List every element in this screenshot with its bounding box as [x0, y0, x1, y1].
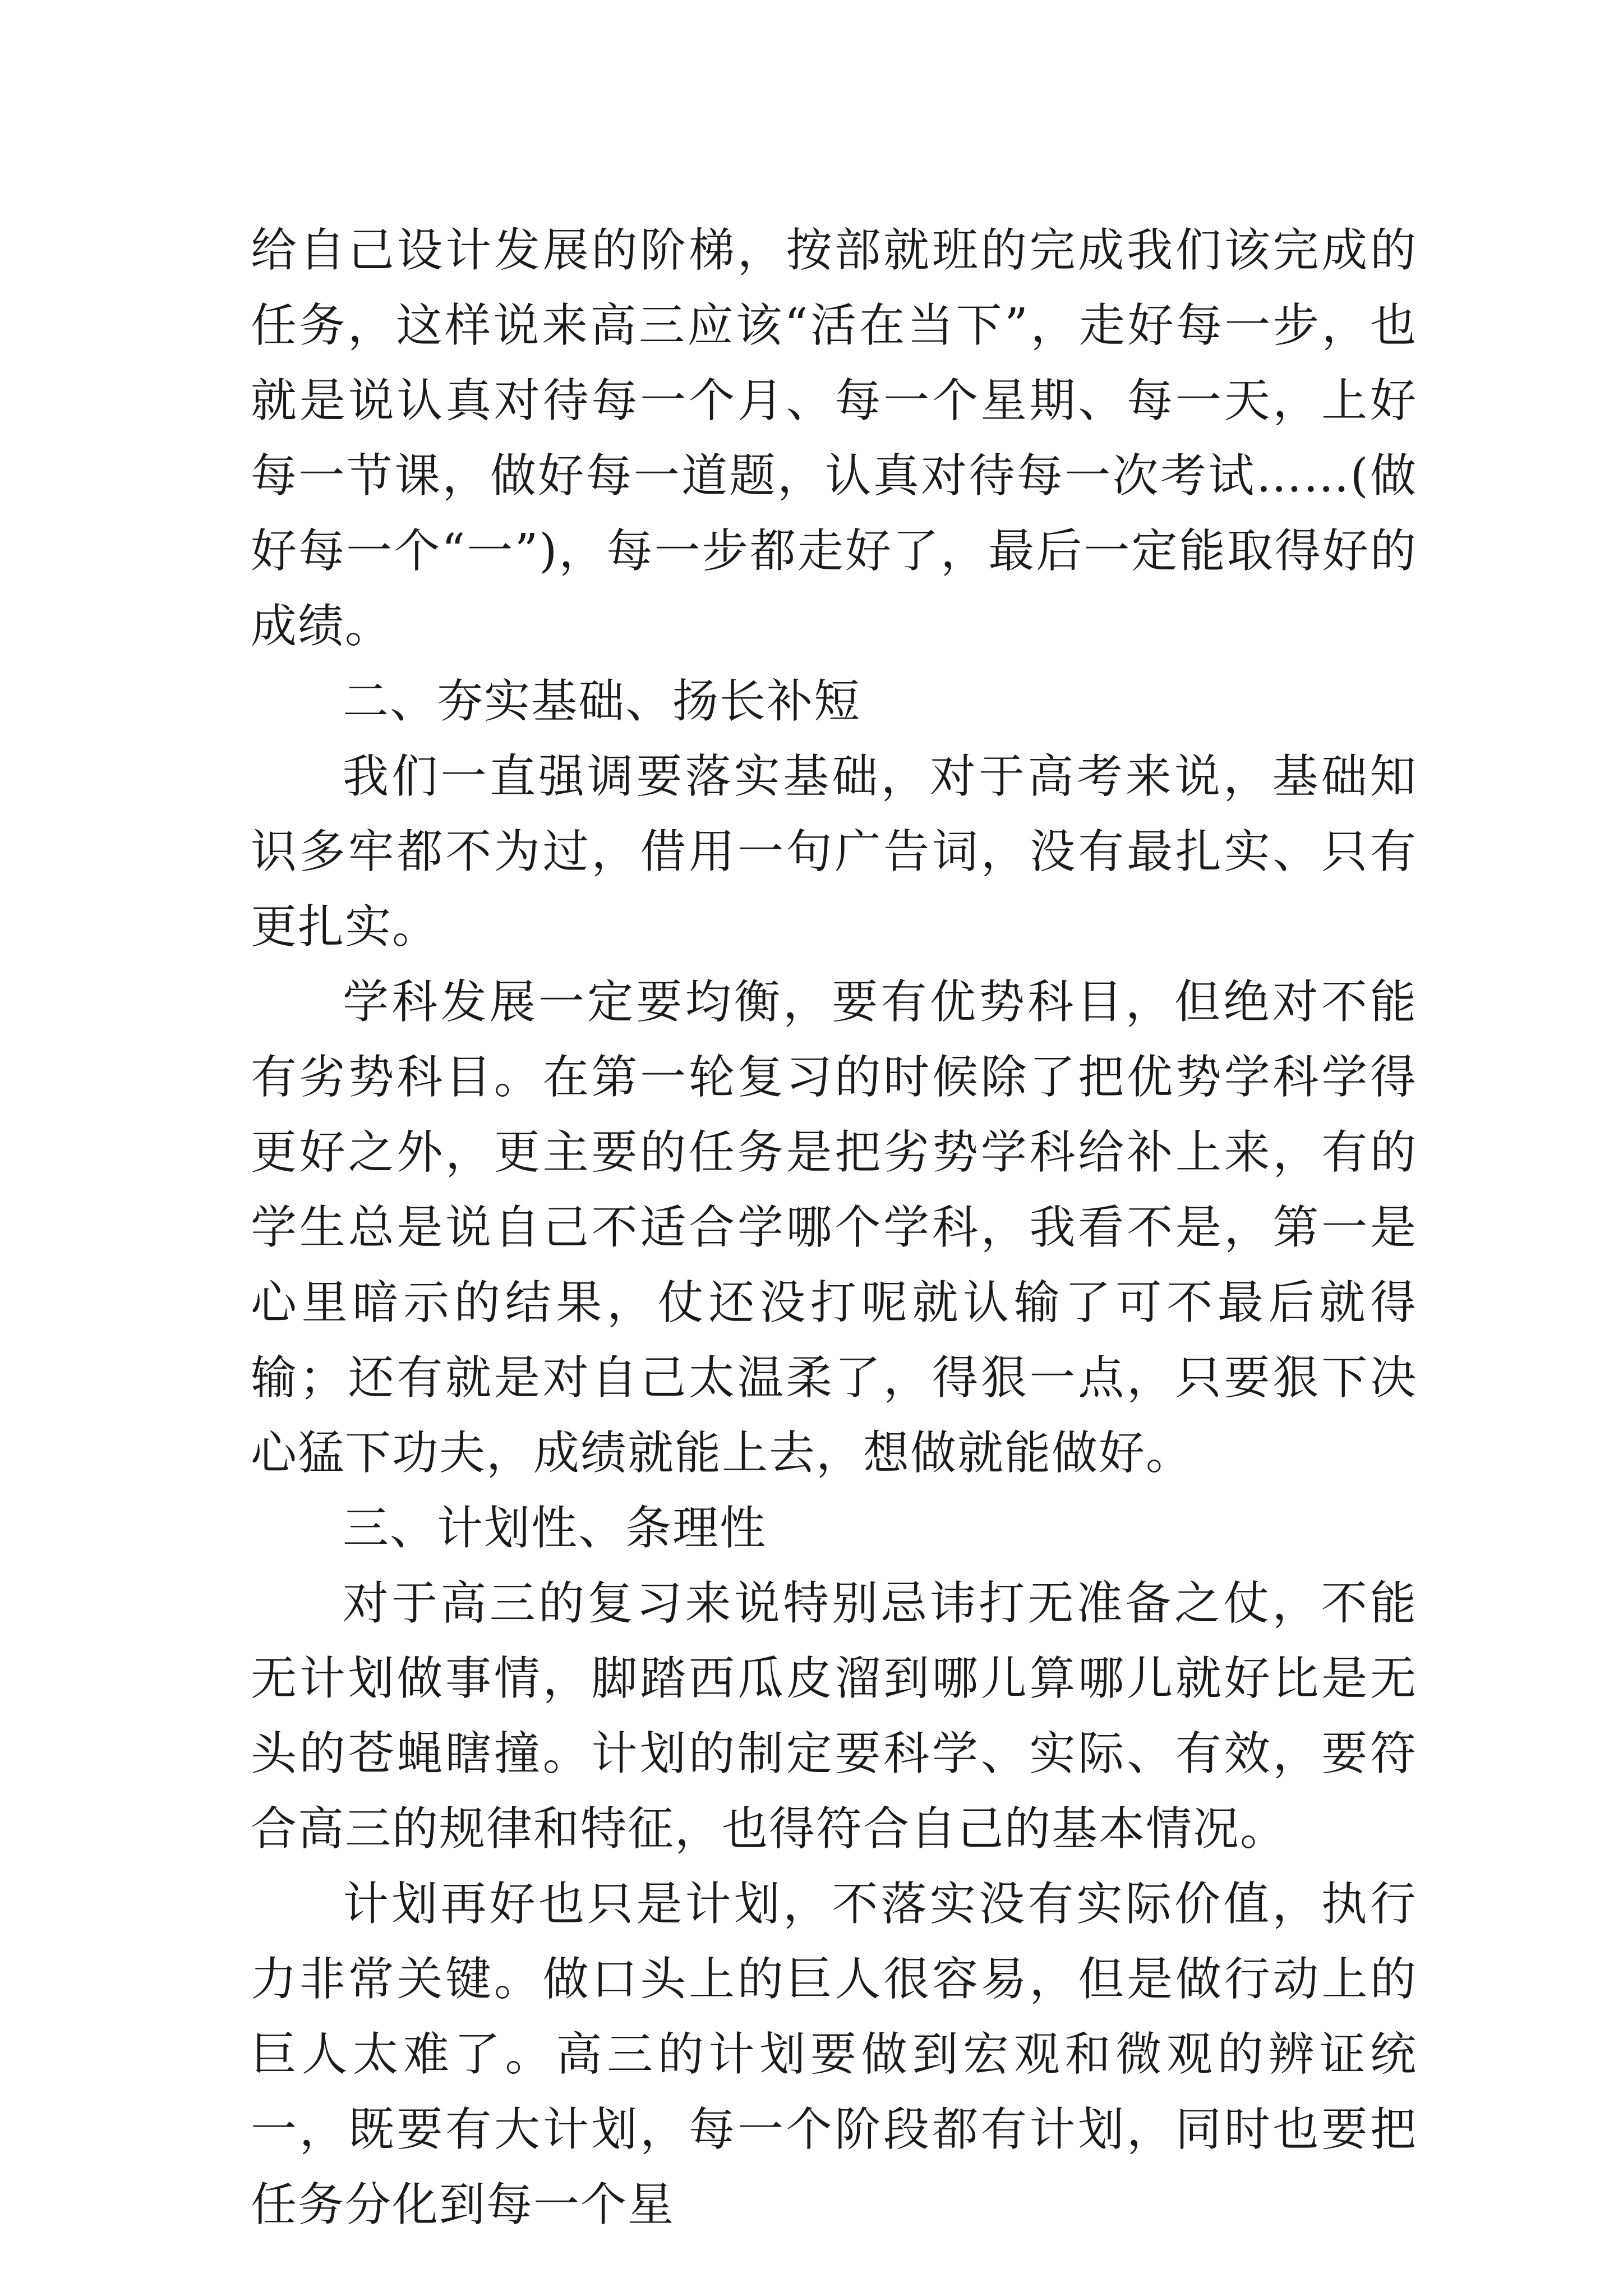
- paragraph: 学科发展一定要均衡，要有优势科目，但绝对不能有劣势科目。在第一轮复习的时候除了把优势学科学得更好之外，更主要的任务是把劣势学科给补上来，有的学生总是说自己不适合学哪个学科，我看不是，第一是心里暗示的结果，仗还没打呢就认输了可不最后就得输；还有就是对自己太温柔了，得狠一点，只要狠下决心猛下功夫，成绩就能上去，想做就能做好。: [251, 976, 1417, 1480]
- paragraph: 对于高三的复习来说特别忌讳打无准备之仗，不能无计划做事情，脚踏西瓜皮溜到哪儿算哪儿就好比是无头的苍蝇瞎撞。计划的制定要科学、实际、有效，要符合高三的规律和特征，也得符合自己的基本情况。: [251, 1577, 1417, 1856]
- paragraph-continuation: 给自己设计发展的阶梯，按部就班的完成我们该完成的任务，这样说来高三应该“活在当下”，走好每一步，也就是说认真对待每一个月、每一个星期、每一天，上好每一节课，做好每一道题，认真对待每一次考试……(做好每一个“一”)，每一步都走好了，最后一定能取得好的成绩。: [251, 224, 1417, 653]
- section-heading-2: 二、夯实基础、扬长补短: [343, 675, 861, 728]
- paragraph: 我们一直强调要落实基础，对于高考来说，基础知识多牢都不为过，借用一句广告词，没有最扎实、只有更扎实。: [251, 750, 1417, 954]
- section-heading-3: 三、计划性、条理性: [343, 1502, 767, 1555]
- paragraph: 计划再好也只是计划，不落实没有实际价值，执行力非常关键。做口头上的巨人很容易，但是做行动上的巨人太难了。高三的计划要做到宏观和微观的辨证统一，既要有大计划，每一个阶段都有计划，同时也要把任务分化到每一个星: [251, 1878, 1417, 2231]
- body-text: [251, 213, 1417, 2243]
